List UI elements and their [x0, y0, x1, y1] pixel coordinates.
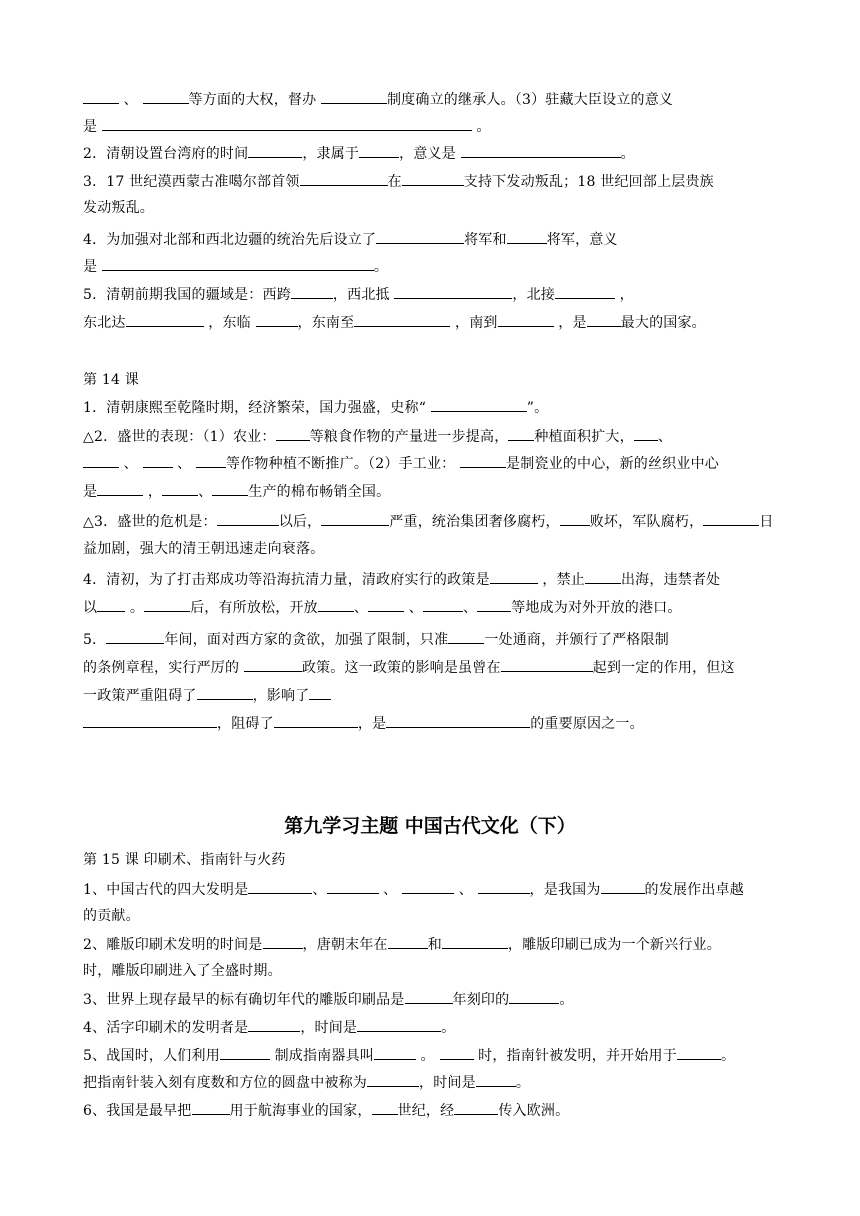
text: 以后， [278, 514, 322, 530]
fill-blank[interactable] [291, 285, 333, 299]
text: 出海，违禁者处 [620, 572, 721, 588]
fill-blank[interactable] [126, 313, 204, 327]
intro-line-1 [83, 90, 673, 109]
text: ，意义是 [399, 146, 456, 162]
s14-q2-cont2 [83, 482, 390, 501]
text: 、 [462, 600, 478, 616]
text: 一政策严重阻碍了 [83, 688, 197, 704]
text: 生产的棉布畅销全国。 [248, 484, 391, 500]
text: △3．盛世的危机是： [83, 514, 217, 530]
fill-blank[interactable] [359, 144, 399, 158]
fill-blank[interactable] [460, 454, 506, 468]
fill-blank[interactable] [448, 630, 484, 644]
text: 1、中国古代的四大发明是 [83, 882, 249, 898]
fill-blank[interactable] [256, 313, 298, 327]
intro-line-2 [83, 117, 491, 136]
fill-blank[interactable] [423, 598, 463, 612]
s13-q3-cont [83, 199, 154, 217]
text: 、 [198, 484, 213, 500]
s13-q5-cont [83, 313, 706, 332]
fill-blank[interactable] [197, 686, 253, 700]
fill-blank[interactable] [248, 1018, 300, 1032]
text: 、 [123, 92, 138, 108]
s15-heading: 第 15 课 印刷术、指南针与火药 [83, 852, 286, 868]
fill-blank[interactable] [368, 598, 404, 612]
fill-blank[interactable] [478, 880, 530, 894]
fill-blank[interactable] [703, 512, 759, 526]
text: 发动叛乱。 [83, 200, 154, 216]
s14-q3 [83, 512, 774, 531]
fill-blank[interactable] [560, 512, 590, 526]
text: ，是 [558, 315, 587, 331]
text: 1．清朝康熙至乾隆时期，经济繁荣，国力强盛，史称“ [83, 400, 427, 416]
text: 、 [123, 456, 138, 472]
fill-blank[interactable] [83, 454, 119, 468]
text: 的重要原因之一。 [530, 716, 644, 732]
text: 益加剧，强大的清王朝迅速走向衰落。 [83, 541, 325, 557]
text: 2．清朝设置台湾府的时间 [83, 146, 249, 162]
fill-blank[interactable] [461, 144, 621, 158]
s13-q2 [83, 144, 635, 163]
text: 、 [408, 600, 423, 616]
text: 种植面积扩大， [534, 429, 634, 445]
fill-blank[interactable] [507, 230, 547, 244]
text: 4．清初，为了打击郑成功等沿海抗清力量，清政府实行的政策是 [83, 572, 490, 588]
fill-blank[interactable] [372, 1101, 398, 1115]
fill-blank[interactable] [162, 482, 198, 496]
fill-blank[interactable] [217, 512, 279, 526]
fill-blank[interactable] [677, 1046, 721, 1060]
fill-blank[interactable] [276, 427, 310, 441]
fill-blank[interactable] [192, 1101, 230, 1115]
fill-blank[interactable] [376, 230, 464, 244]
text: 将军和 [464, 232, 507, 248]
text: 。 [420, 1048, 435, 1064]
fill-blank[interactable] [102, 117, 472, 131]
text: 5、战国时，人们利用 [83, 1048, 220, 1064]
text: 等方面的大权，督办 [188, 92, 317, 108]
text: 。 [515, 1075, 531, 1091]
fill-blank[interactable] [601, 880, 645, 894]
s15-q4 [83, 1018, 455, 1037]
fill-blank[interactable] [309, 686, 331, 700]
fill-blank[interactable] [490, 570, 538, 584]
text: 6、我国是最早把 [83, 1103, 192, 1119]
text: 用于航海事业的国家， [229, 1103, 372, 1119]
text: 时，指南针被发明，并开始用于 [478, 1048, 677, 1064]
fill-blank[interactable] [321, 512, 389, 526]
text: 2、雕版印刷术发明的时间是 [83, 937, 263, 953]
fill-blank[interactable] [97, 482, 143, 496]
s13-q5 [83, 285, 634, 304]
fill-blank[interactable] [431, 398, 527, 412]
text: 把指南针装入刻有度数和方位的圆盘中被称为 [83, 1075, 367, 1091]
s14-q5 [83, 630, 669, 649]
text: 、 [458, 882, 473, 898]
fill-blank[interactable] [440, 1046, 474, 1060]
fill-blank[interactable] [367, 1073, 419, 1087]
text: ，是我国为 [529, 882, 601, 898]
text: 一处通商，并颁行了严格限制 [484, 632, 669, 648]
text: ，是 [357, 716, 387, 732]
text: 。 [476, 119, 491, 135]
fill-blank[interactable] [83, 90, 119, 104]
fill-blank[interactable] [144, 598, 190, 612]
fill-blank[interactable] [97, 598, 125, 612]
s13-q4 [83, 230, 618, 249]
s14-q5-cont3 [83, 714, 644, 733]
text: 4、活字印刷术的发明者是 [83, 1020, 249, 1036]
text: 将军，意义 [546, 232, 618, 248]
theme-title: 第九学习主题 中国古代文化（下） [284, 815, 576, 837]
text: 。 [720, 1048, 736, 1064]
text: 是制瓷业的中心，新的丝织业中心 [506, 456, 719, 472]
s15-q5-cont [83, 1073, 530, 1092]
text: 后，有所放松，开放 [190, 600, 318, 616]
s15-q1 [83, 880, 744, 899]
text: 。 [373, 259, 389, 275]
text: 等地成为对外开放的港口。 [511, 600, 682, 616]
fill-blank[interactable] [244, 658, 302, 672]
text: 在 [387, 174, 402, 190]
s14-q2-cont [83, 454, 719, 473]
text: 、 [353, 600, 369, 616]
text: ，禁止 [542, 572, 585, 588]
s15-q1-cont [83, 907, 140, 925]
fill-blank[interactable] [196, 454, 226, 468]
text: 年间，面对西方家的贪欲，加强了限制，只准 [164, 632, 449, 648]
s14-q1 [83, 398, 548, 417]
text: 。 [441, 1020, 456, 1036]
fill-blank[interactable] [212, 482, 248, 496]
fill-blank[interactable] [354, 313, 450, 327]
text: △2．盛世的表现：（1）农业： [83, 429, 276, 445]
fill-blank[interactable] [102, 257, 374, 271]
text: 、 [312, 882, 327, 898]
fill-blank[interactable] [585, 570, 621, 584]
text: ，阻碍了 [217, 716, 274, 732]
fill-blank[interactable] [143, 90, 189, 104]
fill-blank[interactable] [327, 880, 379, 894]
text: ，唐朝末年在 [302, 937, 388, 953]
s14-q3-cont [83, 540, 324, 558]
fill-blank[interactable] [318, 598, 354, 612]
fill-blank[interactable] [106, 630, 164, 644]
text: ，西北抵 [332, 287, 390, 303]
text: 严重，统治集团奢侈腐朽， [389, 514, 560, 530]
text: 时，雕版印刷进入了全盛时期。 [83, 963, 282, 979]
text: 、 [177, 456, 192, 472]
text: ，东临 [208, 315, 251, 331]
fill-blank[interactable] [454, 1101, 498, 1115]
text: 日 [759, 514, 774, 530]
text: 的贡献。 [83, 908, 140, 924]
text: ，影响了 [252, 688, 310, 704]
s14-q4-cont [83, 598, 682, 617]
text: 以 [83, 600, 98, 616]
fill-blank[interactable] [509, 990, 559, 1004]
fill-blank[interactable] [388, 935, 428, 949]
fill-blank[interactable] [263, 935, 303, 949]
fill-blank[interactable] [634, 427, 658, 441]
text: ，东南至 [297, 315, 355, 331]
text: 传入欧洲。 [498, 1103, 570, 1119]
text: 、 [383, 882, 398, 898]
fill-blank[interactable] [386, 714, 530, 728]
text: 等作物种植不断推广。（2）手工业： [226, 456, 456, 472]
s13-q4-cont [83, 257, 388, 276]
text: ，雕版印刷已成为一个新兴行业。 [507, 937, 721, 953]
text: 4．为加强对北部和西北边疆的统治先后设立了 [83, 232, 377, 248]
fill-blank[interactable] [300, 172, 388, 186]
text: 。 [129, 600, 145, 616]
fill-blank[interactable] [220, 1046, 270, 1060]
text: 是 [83, 119, 98, 135]
text: 最大的国家。 [620, 315, 706, 331]
text: 3．17 世纪漠西蒙古准噶尔部首领 [83, 174, 300, 190]
fill-blank[interactable] [402, 172, 464, 186]
fill-blank[interactable] [248, 144, 302, 158]
s15-q2-cont [83, 962, 282, 980]
text: 等粮食作物的产量进一步提高， [309, 429, 509, 445]
fill-blank[interactable] [555, 285, 615, 299]
text: 是 [83, 259, 98, 275]
text: 败坏，军队腐朽， [589, 514, 704, 530]
text: 的条例章程，实行严厉的 [83, 660, 240, 676]
fill-blank[interactable] [143, 454, 173, 468]
fill-blank[interactable] [394, 285, 512, 299]
fill-blank[interactable] [442, 935, 508, 949]
fill-blank[interactable] [357, 1018, 441, 1032]
fill-blank[interactable] [405, 990, 453, 1004]
s15-q2 [83, 935, 721, 954]
text: 。 [559, 992, 574, 1008]
fill-blank[interactable] [274, 714, 358, 728]
text: 、 [657, 429, 673, 445]
fill-blank[interactable] [587, 313, 621, 327]
text: 。 [620, 146, 635, 162]
fill-blank[interactable] [498, 313, 554, 327]
fill-blank[interactable] [402, 880, 454, 894]
text: 和 [427, 937, 442, 953]
text: 支持下发动叛乱；18 世纪回部上层贵族 [463, 174, 714, 190]
text: ， [147, 484, 163, 500]
text: ，时间是 [419, 1075, 476, 1091]
s15-q6 [83, 1101, 569, 1120]
text: ”。 [526, 400, 549, 416]
s14-q2 [83, 427, 672, 446]
text: 东北达 [83, 315, 126, 331]
text: ，时间是 [300, 1020, 358, 1036]
text: 年刻印的 [452, 992, 510, 1008]
s14-heading: 第 14 课 [83, 372, 139, 388]
text: ，南到 [455, 315, 498, 331]
fill-blank[interactable] [501, 658, 593, 672]
s15-q5 [83, 1046, 735, 1065]
fill-blank[interactable] [476, 1073, 516, 1087]
s15-q3 [83, 990, 574, 1009]
fill-blank[interactable] [477, 598, 511, 612]
text: ，北接 [512, 287, 555, 303]
text: 是 [83, 484, 98, 500]
text: ， [619, 287, 634, 303]
text: ，隶属于 [302, 146, 360, 162]
text: 3、世界上现存最早的标有确切年代的雕版印刷品是 [83, 992, 405, 1008]
s14-q4 [83, 570, 720, 589]
fill-blank[interactable] [248, 880, 312, 894]
fill-blank[interactable] [83, 714, 217, 728]
text: 制度确立的继承人。（3）驻藏大臣设立的意义 [386, 92, 674, 108]
fill-blank[interactable] [321, 90, 387, 104]
text: 的发展作出卓越 [644, 882, 744, 898]
fill-blank[interactable] [508, 427, 534, 441]
text: 制成指南器具叫 [274, 1048, 374, 1064]
text: 政策。这一政策的影响是虽曾在 [301, 660, 501, 676]
s13-q3 [83, 172, 714, 191]
text: 起到一定的作用，但这 [592, 660, 735, 676]
fill-blank[interactable] [374, 1046, 416, 1060]
s14-q5-cont2 [83, 686, 331, 705]
text: 世纪，经 [397, 1103, 455, 1119]
text: 5．清朝前期我国的疆域是：西跨 [83, 287, 291, 303]
s14-q5-cont [83, 658, 735, 677]
text: 5． [83, 632, 107, 648]
